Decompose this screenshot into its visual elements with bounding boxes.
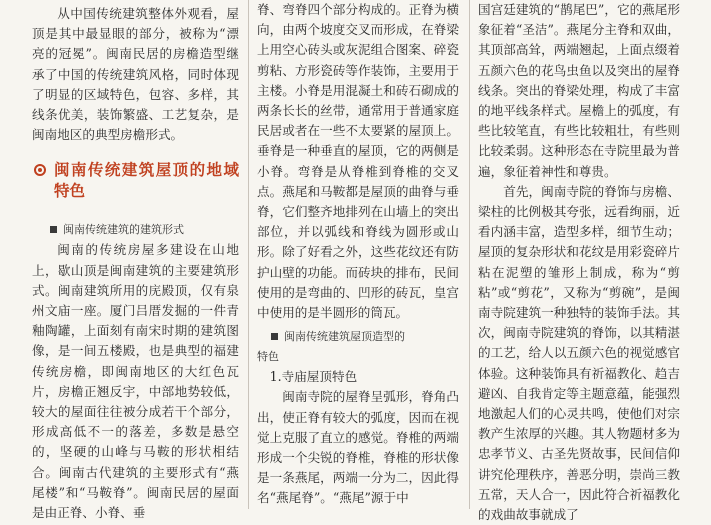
text-column-2 (257, 0, 459, 509)
subheading-text: 闽南传统建筑屋顶造型的 (284, 330, 405, 344)
section-title-text: 闽南传统建筑屋顶的地域特色 (54, 161, 239, 201)
subheading-text-cont: 特色 (257, 350, 279, 364)
body-paragraph: 国宫廷建筑的“鹊尾巴”，它的燕尾形象征着“圣洁”。燕尾分主脊和双曲，其顶部高耸，两端翘起，上面点缀着五颜六色的花鸟虫鱼以及突出的屋脊线条。突出的脊梁处理，构成了丰富的地平线条样式。屋檐上的弧度，有些比较笔直，有些比较粗壮，有些则比较柔弱。这种形态在寺院里最为普遍，象征着神性和尊贵。 (478, 2, 680, 179)
column-divider (469, 0, 470, 509)
text-column-1 (32, 0, 239, 521)
square-bullet-icon (271, 333, 278, 340)
subheading (32, 220, 239, 240)
subheading-text: 闽南传统建筑的建筑形式 (63, 223, 184, 237)
column-divider (248, 0, 249, 509)
text-column-3 (478, 0, 680, 523)
subheading (257, 327, 459, 367)
list-item-heading: 1.寺庙屋顶特色 (269, 369, 358, 385)
section-title (32, 160, 239, 202)
body-paragraph: 闽南寺院的屋脊呈弧形，脊角凸出，使正脊有较大的弧度，因而在视觉上克服了直立的感觉。脊椎的两端形成一个尖锐的脊椎，脊椎的形状像是一条燕尾，两端一分为二，因此得名“燕尾脊”。“燕尾”源于中 (257, 389, 459, 506)
intro-paragraph: 从中国传统建筑整体外观看，屋顶是其中最显眼的部分，被称为“漂亮的冠冕”。闽南民居的房檐造型继承了中国的传统建筑风格，同时体现了明显的区域特色，包容、多样，其线条优美，装饰繁盛、工艺复杂，是闽南地区的典型房檐形式。 (32, 6, 239, 143)
body-paragraph: 首先，闽南寺院的脊饰与房檐、梁柱的比例极其夸张，远看绚丽，近看内涵丰富，造型多样，细节生动；屋顶的复杂形状和花纹是用彩瓷碎片粘在泥塑的雏形上制成，称为“剪粘”或“剪花”，又称为“剪碗”，是闽南寺院建筑一种独特的装饰手法。其次，闽南寺院建筑的脊饰，以其精湛的工艺，给人以五颜六色的视觉感官体验。这种装饰具有祈福教化、趋吉避凶、自我肯定等主题意蕴，能强烈地激起人们的心灵共鸣，使他们对宗教产生浓厚的兴趣。其人物题材多为忠孝节义、古圣先贤故事，民间信仰讲究伦理秩序，善恶分明，崇尚三教五常，天人合一，因此符合祈福教化的戏曲故事就成了 (478, 183, 680, 523)
target-bullet-icon (34, 164, 46, 176)
body-paragraph: 闽南的传统房屋多建设在山地上，歇山顶是闽南建筑的主要建筑形式。闽南建筑所用的庑殿顶，仅有泉州文庙一座。厦门吕厝发掘的一件青釉陶罐，上面刻有南宋时期的建筑图像，是一间五楼殿，也是典型的福建传统房檐，即闽南地区的大红色瓦片，房檐正翘反宇，中部地势较低，较大的屋面往往被分成若干个部分，形成高低不一的落差，多数是悬空的，坚硬的山峰与马鞍的形状相结合。闽南古代建筑的主要形式有“燕尾楼”和“马鞍脊”。闽南民居的屋面是由正脊、小脊、垂 (32, 242, 239, 521)
body-paragraph: 脊、弯脊四个部分构成的。正脊为横向，由两个坡度交叉而形成，在脊梁上用空心砖头或灰泥组合图案、碎瓷剪粘、方形瓷砖等作装饰，主要用于主楼。小脊是用混凝土和砖石砌成的两条长长的丝带，通常用于普通家庭民居或者在一些不太要紧的屋顶上。垂脊是一种垂直的屋顶，它的两侧是小脊。弯脊是从脊椎到脊椎的交叉点。燕尾和马鞍都是屋顶的曲脊与垂脊，它们整齐地排列在山墙上的突出部位，并以弧线和脊线为圆形或山形。除了好看之外，这些花纹还有防护山壁的功能。而砖块的排布，民间使用的是弯曲的、凹形的砖瓦，皇宫中使用的是半圆形的筒瓦。 (257, 2, 459, 321)
square-bullet-icon (50, 226, 57, 233)
